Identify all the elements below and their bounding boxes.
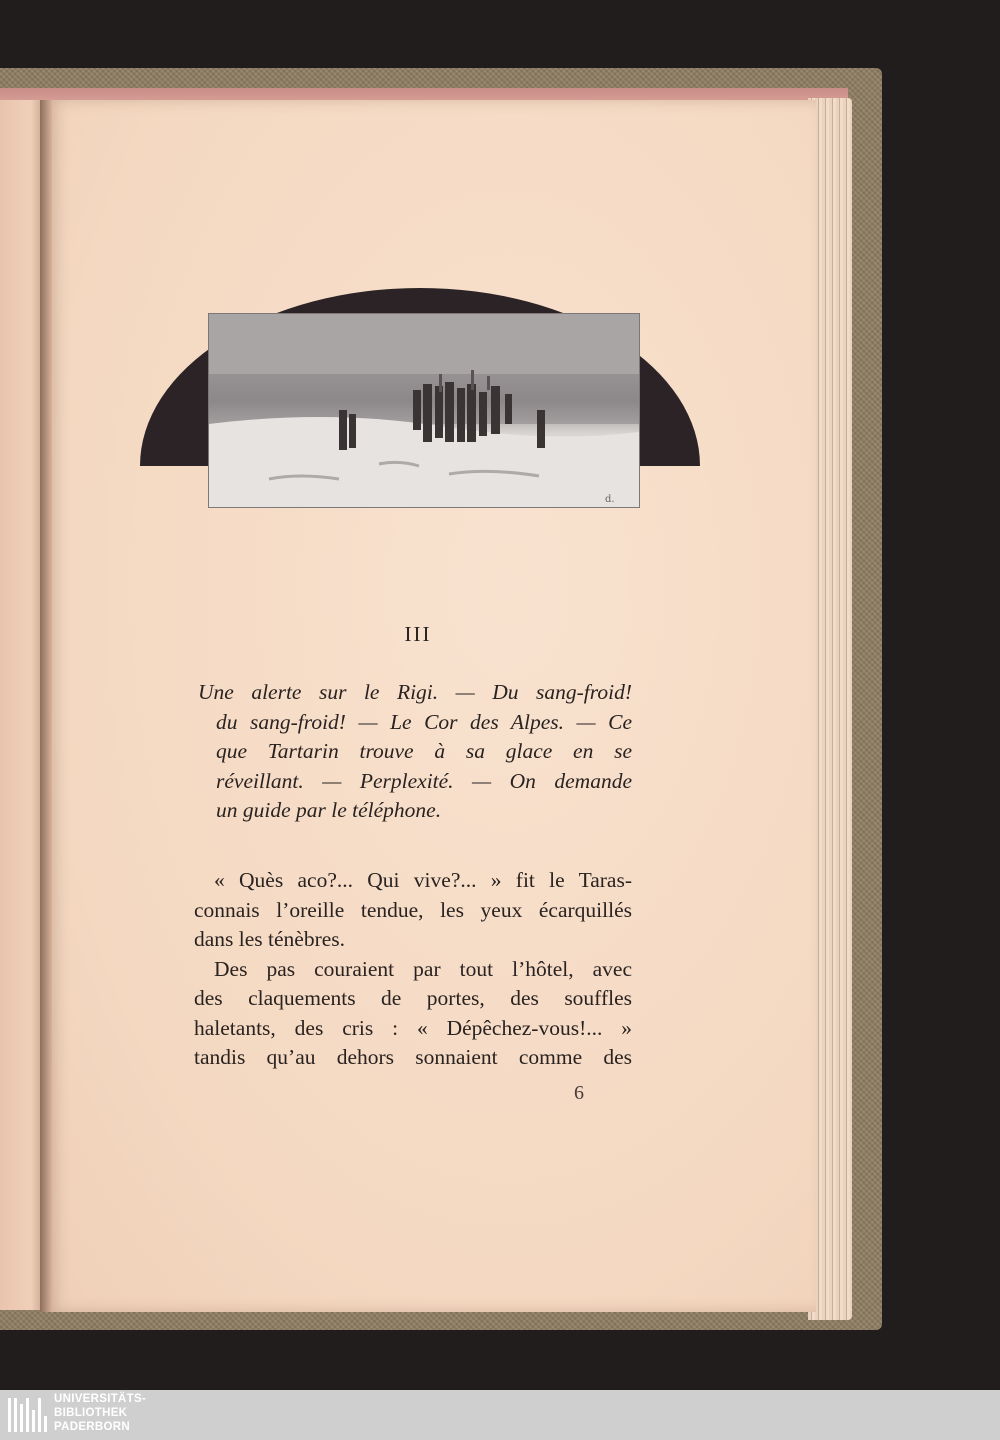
summary-line: réveillant. — Perplexité. — On demande (216, 768, 632, 793)
illustration-drawing (209, 314, 639, 507)
body-line: dans les ténèbres. (194, 927, 346, 951)
body-line: Des pas couraient par tout l’hôtel, avec (214, 956, 632, 981)
book-gutter (40, 100, 52, 1312)
library-name-line: PADERBORN (54, 1421, 130, 1433)
chapter-vignette (140, 288, 700, 505)
snow-scene-illustration (208, 313, 640, 508)
body-line: des claquements de portes, des souffles (194, 986, 632, 1010)
svg-text:d.: d. (605, 494, 615, 505)
summary-line: Une alerte sur le Rigi. — Du sang-froid! (198, 680, 632, 704)
body-line: haletants, des cris : « Dépêchez-vous!... » (194, 1015, 632, 1040)
signature-mark: 6 (574, 1082, 584, 1104)
summary-line: du sang-froid! — Le Cor des Alpes. — Ce (216, 709, 632, 734)
library-name-line: UNIVERSITÄTS- (54, 1393, 147, 1405)
body-line: tandis qu’au dehors sonnaient comme des (194, 1045, 632, 1069)
chapter-summary (198, 678, 632, 826)
library-logo-icon (6, 1394, 50, 1436)
body-line: « Quès aco?... Qui vive?... » fit le Taras- (214, 868, 632, 892)
body-line: connais l’oreille tendue, les yeux écarquillés (194, 897, 632, 922)
library-name (54, 1392, 146, 1434)
body-paragraphs (194, 866, 632, 1073)
summary-line: un guide par le téléphone. (216, 798, 442, 822)
library-footer (0, 1390, 1000, 1440)
chapter-number: III (404, 622, 432, 646)
library-name-line: BIBLIOTHEK (54, 1407, 128, 1419)
summary-line: que Tartarin trouve à sa glace en se (216, 739, 632, 763)
left-page-sliver (0, 100, 44, 1310)
